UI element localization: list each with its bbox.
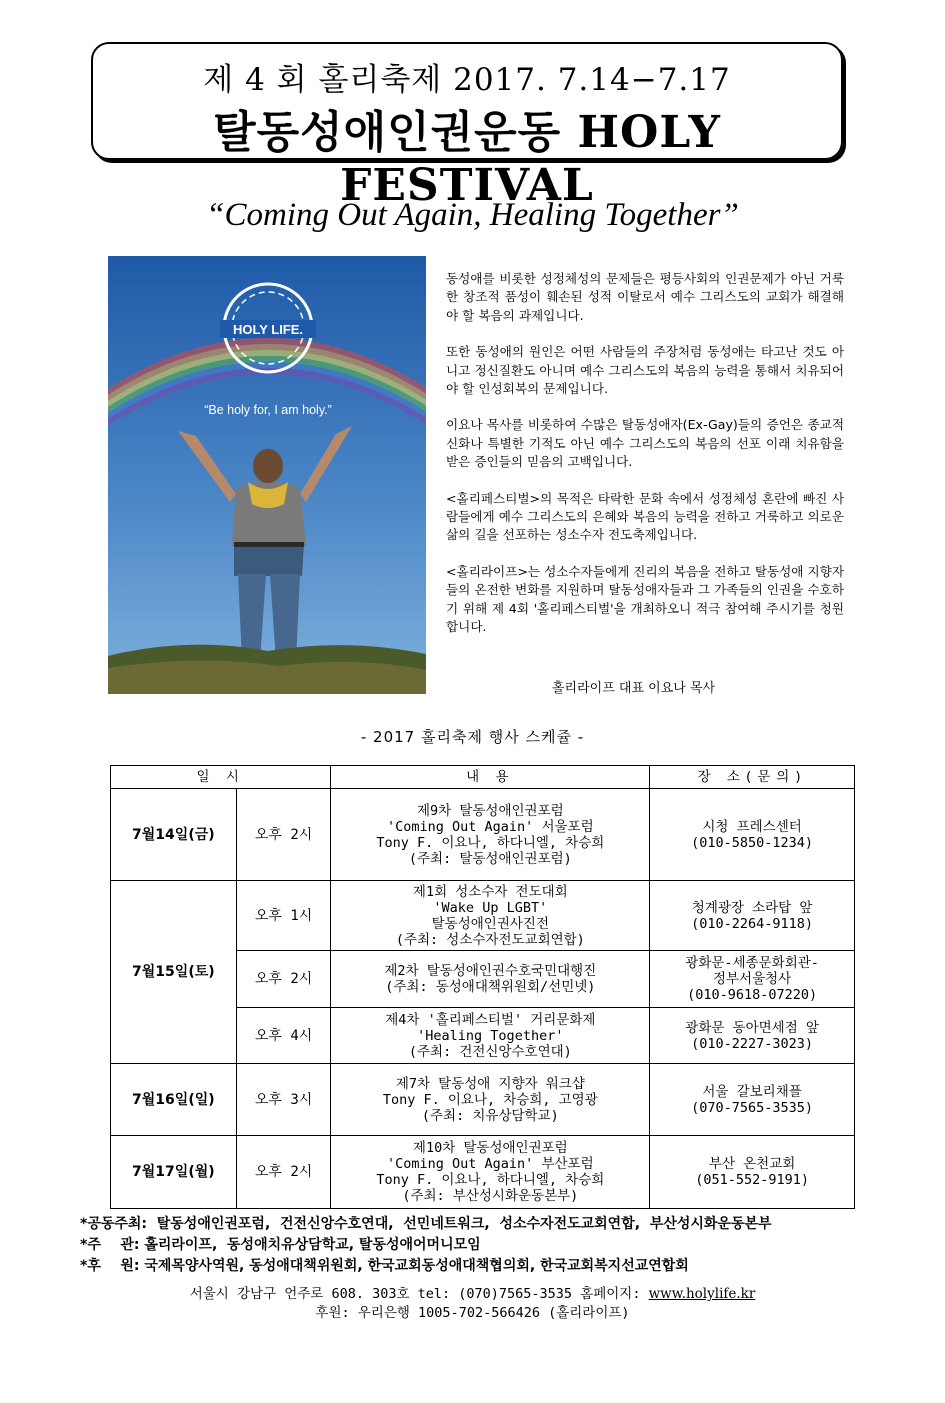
schedule-title: - 2017 홀리축제 행사 스케쥴 - — [360, 728, 585, 746]
table-row — [111, 881, 855, 951]
event-content: 제4차 '홀리페스티벌' 거리문화제 'Healing Together' (주최: 건전신앙수호연대) — [331, 1008, 650, 1064]
title-box — [91, 42, 843, 211]
event-date: 7월16일(일) — [111, 1064, 237, 1136]
event-place: 광화문 동아면세점 앞 (010-2227-3023) — [650, 1008, 855, 1064]
event-date: 7월14일(금) — [111, 789, 237, 881]
table-row — [111, 1136, 855, 1209]
intro-paragraph: 동성애를 비롯한 성정체성의 문제들은 평등사회의 인권문제가 아닌 거룩한 창조적 품성이 훼손된 성적 이탈로서 예수 그리스도의 교회가 해결해야 할 복음의 과제입니다. — [446, 271, 844, 323]
event-place: 서울 갈보리채플 (070-7565-3535) — [650, 1064, 855, 1136]
table-row — [111, 1064, 855, 1136]
event-content: 제1회 성소수자 전도대회 'Wake Up LGBT' 탈동성애인권사진전 (주최: 성소수자전도교회연합) — [331, 881, 650, 951]
event-time: 오후 2시 — [236, 789, 331, 881]
event-edition-dates: 제 4 회 홀리축제 2017. 7.14−7.17 — [203, 62, 731, 98]
address-line — [0, 1285, 945, 1304]
header-datetime: 일 시 — [111, 766, 331, 789]
event-date: 7월15일(토) — [111, 881, 237, 1064]
poster-photo — [108, 256, 426, 694]
address: 서울시 강남구 언주로 608. 303호 tel: (070)7565-3535 홈페이지: — [189, 1286, 641, 1302]
header-content: 내 용 — [331, 766, 650, 789]
credits — [80, 1214, 772, 1277]
bank-line: 후원: 우리은행 1005-702-566426 (홀리라이프) — [315, 1305, 630, 1321]
event-title: 탈동성애인권운동 HOLY FESTIVAL — [213, 107, 721, 211]
intro-text — [446, 270, 844, 655]
event-time: 오후 1시 — [236, 881, 331, 951]
event-time: 오후 2시 — [236, 951, 331, 1008]
event-time: 오후 2시 — [236, 1136, 331, 1209]
intro-paragraph: <홀리페스티벌>의 목적은 타락한 문화 속에서 성정체성 혼란에 빠진 사람들에게 예수 그리스도의 은혜와 복음의 능력을 전하고 거룩하고 의로운 삶의 길을 선포하는 성소수자 전도축제입니다. — [446, 490, 844, 543]
website-link[interactable]: www.holylife.kr — [648, 1286, 756, 1302]
event-place: 시청 프레스센터 (010-5850-1234) — [650, 789, 855, 881]
event-time: 오후 3시 — [236, 1064, 331, 1136]
organizer-line: *주 관: 홀리라이프, 동성애치유상담학교, 탈동성애어머니모임 — [80, 1237, 481, 1253]
intro-paragraph: 또한 동성애의 원인은 어떤 사람들의 주장처럼 동성애는 타고난 것도 아니고 정신질환도 아니며 예수 그리스도의 복음의 능력을 통해서 치유되어야 할 인성회복의 문제입니다. — [446, 344, 844, 397]
table-row — [111, 789, 855, 881]
intro-paragraph: 이요나 목사를 비롯하여 수많은 탈동성애자(Ex-Gay)들의 증언은 종교적 신화나 특별한 기적도 아닌 예수 그리스도의 복음의 선포 이래 치유함을 받은 증인들의 믿음의 고백입니다. — [446, 417, 844, 470]
event-content: 제9차 탈동성애인권포럼 'Coming Out Again' 서울포럼 Tony F. 이요나, 하다니엘, 차승희 (주최: 탈동성애인권포럼) — [331, 789, 650, 881]
event-place: 부산 온천교회 (051-552-9191) — [650, 1136, 855, 1209]
event-place: 광화문-세종문화회관- 정부서울청사 (010-9618-07220) — [650, 951, 855, 1008]
schedule-table — [110, 765, 855, 1209]
event-place: 청계광장 소라탑 앞 (010-2264-9118) — [650, 881, 855, 951]
event-content: 제7차 탈동성애 지향자 워크샵 Tony F. 이요나, 차승희, 고영광 (주최: 치유상담학교) — [331, 1064, 650, 1136]
cohost-line: *공동주최: 탈동성애인권포럼, 건전신앙수호연대, 선민네트워크, 성소수자전도교회연합, 부산성시화운동본부 — [80, 1216, 772, 1232]
event-time: 오후 4시 — [236, 1008, 331, 1064]
table-header-row — [111, 766, 855, 789]
event-content: 제2차 탈동성애인권수호국민대행진 (주최: 동성애대책위원회/선민넷) — [331, 951, 650, 1008]
poster-logo-text: HOLY LIFE. — [232, 322, 304, 337]
header-place: 장 소(문의) — [650, 766, 855, 789]
tagline: “Coming Out Again, Healing Together” — [206, 197, 739, 233]
sponsor-line: *후 원: 국제목양사역원, 동성애대책위원회, 한국교회동성애대책협의회, 한국교회복지선교연합회 — [80, 1258, 689, 1274]
contact-info — [0, 1285, 945, 1323]
event-date: 7월17일(월) — [111, 1136, 237, 1209]
signature: 홀리라이프 대표 이요나 목사 — [552, 681, 716, 696]
intro-paragraph: <홀리라이프>는 성소수자들에게 진리의 복음을 전하고 탈동성애 지향자들의 온전한 변화를 지원하며 탈동성애자들과 그 가족들의 인권을 수호하기 위해 제 4회 '홀리페스티벌'을 개최하오니 적극 참여해 주시기를 청원합니다. — [446, 563, 844, 635]
event-content: 제10차 탈동성애인권포럼 'Coming Out Again' 부산포럼 Tony F. 이요나, 하다니엘, 차승희 (주최: 부산성시화운동본부) — [331, 1136, 650, 1209]
poster-quote: “Be holy for, I am holy.” — [204, 403, 332, 417]
